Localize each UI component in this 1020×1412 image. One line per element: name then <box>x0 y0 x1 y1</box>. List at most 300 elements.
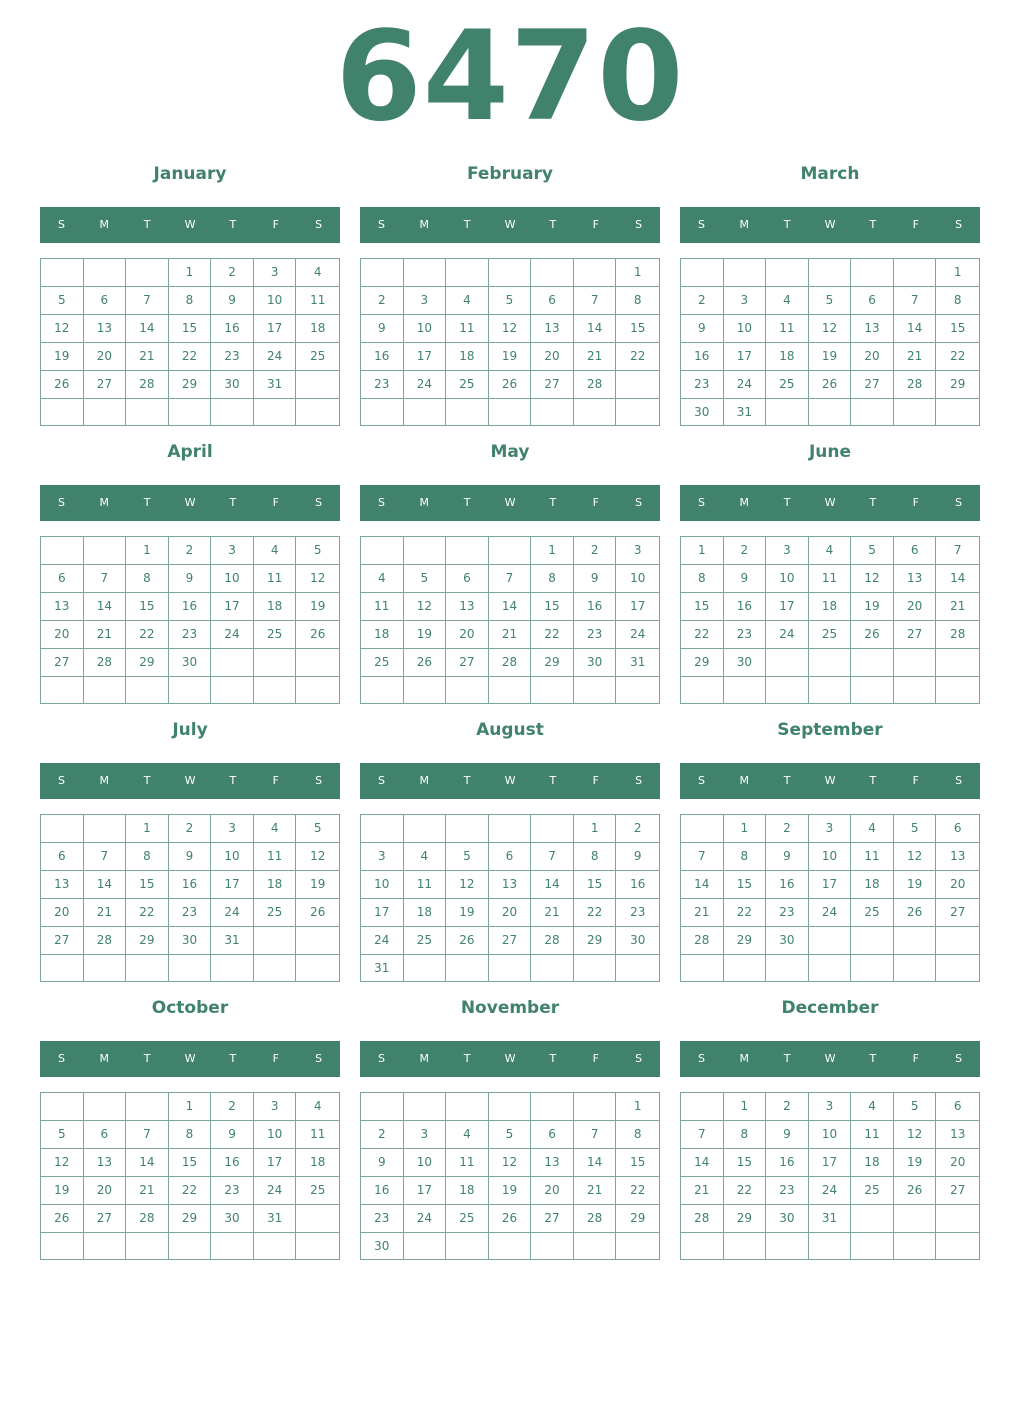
day-cell: 30 <box>766 1205 809 1233</box>
day-cell: 18 <box>446 1177 489 1205</box>
day-cell: 4 <box>851 1093 894 1121</box>
empty-day-cell <box>809 399 852 426</box>
weekday-label: T <box>463 774 471 787</box>
day-cell: 19 <box>894 1149 937 1177</box>
day-cell: 15 <box>616 315 659 343</box>
day-cell: 9 <box>169 843 212 871</box>
day-cell: 13 <box>84 315 127 343</box>
day-cell: 19 <box>446 899 489 927</box>
weekday-label: F <box>272 496 279 509</box>
day-cell: 19 <box>489 1177 532 1205</box>
weekday-label: M <box>419 1052 430 1065</box>
day-cell: 9 <box>211 287 254 315</box>
day-cell: 15 <box>724 871 767 899</box>
day-cell: 13 <box>84 1149 127 1177</box>
day-cell: 9 <box>169 565 212 593</box>
day-cell: 8 <box>126 565 169 593</box>
day-cell: 15 <box>574 871 617 899</box>
day-cell: 11 <box>851 1121 894 1149</box>
day-cell: 10 <box>809 1121 852 1149</box>
month-name: April <box>167 442 213 462</box>
day-cell: 11 <box>254 843 297 871</box>
empty-day-cell <box>446 677 489 703</box>
day-cell: 4 <box>254 537 297 565</box>
day-cell: 14 <box>84 593 127 621</box>
day-cell: 28 <box>126 1205 169 1233</box>
day-cell: 23 <box>766 899 809 927</box>
day-grid <box>40 258 340 426</box>
empty-day-cell <box>446 955 489 982</box>
empty-day-cell <box>404 677 447 703</box>
empty-day-cell <box>851 1233 894 1259</box>
day-cell: 27 <box>41 927 84 955</box>
empty-day-cell <box>211 1233 254 1259</box>
empty-day-cell <box>531 677 574 703</box>
day-cell: 26 <box>446 927 489 955</box>
weekday-label: S <box>697 774 705 787</box>
weekday-label: T <box>229 496 237 509</box>
empty-day-cell <box>361 399 404 425</box>
empty-day-cell <box>616 371 659 399</box>
weekday-header <box>360 207 660 243</box>
weekday-label: W <box>184 1052 196 1065</box>
empty-day-cell <box>296 927 339 955</box>
day-cell: 6 <box>489 843 532 871</box>
day-cell: 29 <box>169 1205 212 1233</box>
day-cell: 7 <box>84 565 127 593</box>
day-cell: 4 <box>446 1121 489 1149</box>
day-cell: 2 <box>169 537 212 565</box>
day-cell: 8 <box>169 1121 212 1149</box>
weekday-label: W <box>504 218 516 231</box>
day-cell: 17 <box>254 1149 297 1177</box>
empty-day-cell <box>894 677 937 703</box>
month-name: September <box>777 720 883 740</box>
empty-day-cell <box>446 399 489 425</box>
day-cell: 26 <box>489 1205 532 1233</box>
day-cell: 23 <box>211 1177 254 1205</box>
day-cell: 9 <box>681 315 724 343</box>
day-cell: 8 <box>616 1121 659 1149</box>
weekday-label: W <box>504 496 516 509</box>
day-cell: 8 <box>126 843 169 871</box>
day-cell: 15 <box>169 315 212 343</box>
day-cell: 8 <box>169 287 212 315</box>
day-cell: 26 <box>894 899 937 927</box>
day-cell: 27 <box>446 649 489 677</box>
day-cell: 1 <box>681 537 724 565</box>
empty-day-cell <box>574 399 617 425</box>
weekday-label: W <box>824 496 836 509</box>
weekday-label: F <box>272 1052 279 1065</box>
month-name: December <box>781 998 879 1018</box>
month-name: February <box>466 164 554 184</box>
day-grid <box>680 1092 980 1260</box>
weekday-header <box>680 763 980 799</box>
month-name: May <box>490 442 530 462</box>
day-cell: 24 <box>809 1177 852 1205</box>
weekday-label: T <box>783 774 791 787</box>
empty-day-cell <box>851 955 894 981</box>
weekday-header <box>40 207 340 243</box>
day-cell: 13 <box>531 315 574 343</box>
weekday-label: S <box>955 496 963 509</box>
day-cell: 16 <box>169 871 212 899</box>
day-cell: 5 <box>296 537 339 565</box>
empty-day-cell <box>809 927 852 955</box>
day-cell: 13 <box>446 593 489 621</box>
day-grid <box>680 258 980 426</box>
empty-day-cell <box>489 259 532 287</box>
day-cell: 12 <box>489 1149 532 1177</box>
day-cell: 10 <box>404 315 447 343</box>
empty-day-cell <box>404 815 447 843</box>
empty-day-cell <box>809 259 852 287</box>
empty-day-cell <box>446 815 489 843</box>
day-cell: 17 <box>361 899 404 927</box>
empty-day-cell <box>211 955 254 981</box>
day-cell: 5 <box>894 1093 937 1121</box>
weekday-label: W <box>184 496 196 509</box>
day-cell: 16 <box>361 1177 404 1205</box>
day-cell: 6 <box>41 843 84 871</box>
day-cell: 13 <box>936 1121 979 1149</box>
day-cell: 3 <box>766 537 809 565</box>
day-cell: 5 <box>41 287 84 315</box>
day-cell: 22 <box>681 621 724 649</box>
day-cell: 21 <box>126 343 169 371</box>
weekday-label: T <box>463 218 471 231</box>
empty-day-cell <box>361 537 404 565</box>
day-cell: 11 <box>446 1149 489 1177</box>
month-name: June <box>808 442 852 462</box>
weekday-label: W <box>184 774 196 787</box>
day-cell: 19 <box>894 871 937 899</box>
day-cell: 24 <box>404 371 447 399</box>
day-cell: 26 <box>489 371 532 399</box>
day-cell: 5 <box>446 843 489 871</box>
empty-day-cell <box>84 537 127 565</box>
empty-day-cell <box>531 259 574 287</box>
day-cell: 6 <box>936 815 979 843</box>
empty-day-cell <box>489 815 532 843</box>
weekday-label: F <box>912 1052 919 1065</box>
empty-day-cell <box>211 649 254 677</box>
day-cell: 5 <box>404 565 447 593</box>
day-cell: 30 <box>169 927 212 955</box>
empty-day-cell <box>41 955 84 981</box>
weekday-label: T <box>869 774 877 787</box>
day-cell: 26 <box>809 371 852 399</box>
day-cell: 6 <box>41 565 84 593</box>
day-cell: 2 <box>681 287 724 315</box>
day-cell: 30 <box>724 649 767 677</box>
empty-day-cell <box>531 1093 574 1121</box>
day-cell: 23 <box>361 1205 404 1233</box>
day-cell: 24 <box>404 1205 447 1233</box>
day-cell: 2 <box>169 815 212 843</box>
day-cell: 7 <box>681 843 724 871</box>
weekday-label: M <box>739 496 750 509</box>
day-cell: 15 <box>531 593 574 621</box>
day-cell: 21 <box>936 593 979 621</box>
empty-day-cell <box>446 259 489 287</box>
empty-day-cell <box>894 955 937 981</box>
weekday-label: S <box>697 496 705 509</box>
day-cell: 17 <box>404 343 447 371</box>
weekday-header <box>680 1041 980 1077</box>
day-cell: 7 <box>126 1121 169 1149</box>
weekday-label: S <box>57 774 65 787</box>
day-cell: 3 <box>211 537 254 565</box>
day-cell: 24 <box>724 371 767 399</box>
weekday-label: F <box>912 774 919 787</box>
empty-day-cell <box>894 259 937 287</box>
empty-day-cell <box>531 815 574 843</box>
day-cell: 5 <box>41 1121 84 1149</box>
empty-day-cell <box>616 677 659 703</box>
day-cell: 25 <box>296 343 339 371</box>
day-cell: 16 <box>616 871 659 899</box>
day-cell: 12 <box>446 871 489 899</box>
day-cell: 23 <box>169 621 212 649</box>
empty-day-cell <box>766 259 809 287</box>
month-name: January <box>153 164 227 184</box>
day-cell: 18 <box>254 593 297 621</box>
day-cell: 6 <box>446 565 489 593</box>
day-cell: 20 <box>894 593 937 621</box>
day-cell: 12 <box>851 565 894 593</box>
empty-day-cell <box>404 399 447 425</box>
day-cell: 7 <box>894 287 937 315</box>
day-cell: 22 <box>126 621 169 649</box>
day-cell: 21 <box>574 1177 617 1205</box>
empty-day-cell <box>169 955 212 981</box>
empty-day-cell <box>126 955 169 981</box>
day-cell: 12 <box>404 593 447 621</box>
empty-day-cell <box>724 677 767 703</box>
day-cell: 17 <box>724 343 767 371</box>
day-cell: 6 <box>531 287 574 315</box>
empty-day-cell <box>126 677 169 703</box>
day-cell: 23 <box>766 1177 809 1205</box>
empty-day-cell <box>84 815 127 843</box>
day-cell: 7 <box>574 287 617 315</box>
weekday-label: M <box>739 218 750 231</box>
month-name: August <box>476 720 544 740</box>
day-cell: 3 <box>404 287 447 315</box>
day-cell: 29 <box>531 649 574 677</box>
empty-day-cell <box>446 1093 489 1121</box>
weekday-label: S <box>635 496 643 509</box>
day-cell: 6 <box>894 537 937 565</box>
weekday-label: F <box>912 218 919 231</box>
weekday-label: T <box>783 496 791 509</box>
empty-day-cell <box>296 1205 339 1233</box>
day-cell: 10 <box>361 871 404 899</box>
day-cell: 19 <box>296 871 339 899</box>
day-cell: 27 <box>489 927 532 955</box>
day-cell: 21 <box>126 1177 169 1205</box>
empty-day-cell <box>41 1233 84 1259</box>
day-cell: 31 <box>361 955 404 982</box>
day-cell: 14 <box>894 315 937 343</box>
month-name: July <box>172 720 208 740</box>
day-cell: 11 <box>254 565 297 593</box>
empty-day-cell <box>531 1233 574 1260</box>
empty-day-cell <box>894 1205 937 1233</box>
day-cell: 31 <box>616 649 659 677</box>
empty-day-cell <box>936 1233 979 1259</box>
day-cell: 4 <box>254 815 297 843</box>
day-cell: 7 <box>681 1121 724 1149</box>
empty-day-cell <box>851 677 894 703</box>
day-grid <box>360 536 660 704</box>
empty-day-cell <box>851 259 894 287</box>
empty-day-cell <box>681 1093 724 1121</box>
empty-day-cell <box>41 1093 84 1121</box>
day-grid <box>40 814 340 982</box>
empty-day-cell <box>574 1093 617 1121</box>
day-cell: 3 <box>254 259 297 287</box>
day-grid <box>360 258 660 426</box>
day-cell: 26 <box>41 371 84 399</box>
day-cell: 21 <box>681 1177 724 1205</box>
day-cell: 22 <box>724 1177 767 1205</box>
day-cell: 7 <box>531 843 574 871</box>
day-cell: 13 <box>894 565 937 593</box>
weekday-label: M <box>99 1052 110 1065</box>
empty-day-cell <box>361 815 404 843</box>
empty-day-cell <box>894 649 937 677</box>
day-cell: 24 <box>766 621 809 649</box>
day-cell: 15 <box>169 1149 212 1177</box>
day-cell: 9 <box>361 1149 404 1177</box>
day-cell: 10 <box>809 843 852 871</box>
day-cell: 11 <box>809 565 852 593</box>
day-cell: 18 <box>809 593 852 621</box>
day-cell: 27 <box>531 371 574 399</box>
day-grid <box>680 536 980 704</box>
day-cell: 30 <box>616 927 659 955</box>
empty-day-cell <box>84 1233 127 1259</box>
empty-day-cell <box>254 1233 297 1259</box>
empty-day-cell <box>211 399 254 425</box>
day-cell: 11 <box>296 1121 339 1149</box>
day-cell: 12 <box>894 843 937 871</box>
day-cell: 25 <box>851 1177 894 1205</box>
month-name: March <box>800 164 860 184</box>
day-cell: 22 <box>616 343 659 371</box>
day-cell: 9 <box>574 565 617 593</box>
empty-day-cell <box>766 649 809 677</box>
day-cell: 16 <box>211 315 254 343</box>
day-cell: 18 <box>296 1149 339 1177</box>
empty-day-cell <box>489 537 532 565</box>
empty-day-cell <box>84 955 127 981</box>
day-cell: 9 <box>211 1121 254 1149</box>
day-cell: 1 <box>531 537 574 565</box>
empty-day-cell <box>489 677 532 703</box>
day-cell: 12 <box>41 1149 84 1177</box>
weekday-label: T <box>869 1052 877 1065</box>
weekday-label: T <box>143 218 151 231</box>
day-cell: 28 <box>681 1205 724 1233</box>
empty-day-cell <box>851 1205 894 1233</box>
day-cell: 15 <box>936 315 979 343</box>
empty-day-cell <box>404 259 447 287</box>
day-cell: 6 <box>936 1093 979 1121</box>
day-cell: 5 <box>489 1121 532 1149</box>
day-cell: 28 <box>84 927 127 955</box>
day-cell: 5 <box>489 287 532 315</box>
weekday-label: S <box>57 1052 65 1065</box>
day-cell: 22 <box>126 899 169 927</box>
empty-day-cell <box>41 399 84 425</box>
day-cell: 16 <box>211 1149 254 1177</box>
day-cell: 22 <box>531 621 574 649</box>
day-cell: 17 <box>211 593 254 621</box>
day-cell: 11 <box>446 315 489 343</box>
day-cell: 17 <box>254 315 297 343</box>
day-cell: 22 <box>936 343 979 371</box>
weekday-label: S <box>635 1052 643 1065</box>
weekday-header <box>360 763 660 799</box>
day-cell: 8 <box>936 287 979 315</box>
day-cell: 3 <box>809 1093 852 1121</box>
day-cell: 9 <box>361 315 404 343</box>
day-cell: 15 <box>616 1149 659 1177</box>
empty-day-cell <box>404 1093 447 1121</box>
empty-day-cell <box>169 399 212 425</box>
day-cell: 30 <box>361 1233 404 1260</box>
day-cell: 3 <box>616 537 659 565</box>
day-cell: 1 <box>616 259 659 287</box>
day-cell: 21 <box>84 899 127 927</box>
weekday-label: M <box>739 1052 750 1065</box>
weekday-label: F <box>912 496 919 509</box>
day-cell: 5 <box>296 815 339 843</box>
weekday-label: T <box>549 218 557 231</box>
day-cell: 3 <box>809 815 852 843</box>
empty-day-cell <box>894 927 937 955</box>
empty-day-cell <box>766 677 809 703</box>
empty-day-cell <box>766 399 809 426</box>
empty-day-cell <box>681 677 724 703</box>
day-cell: 29 <box>616 1205 659 1233</box>
empty-day-cell <box>936 927 979 955</box>
day-cell: 26 <box>41 1205 84 1233</box>
empty-day-cell <box>724 955 767 981</box>
weekday-header <box>680 207 980 243</box>
weekday-label: T <box>143 774 151 787</box>
day-cell: 29 <box>126 649 169 677</box>
day-cell: 17 <box>616 593 659 621</box>
day-cell: 22 <box>616 1177 659 1205</box>
day-cell: 27 <box>894 621 937 649</box>
day-cell: 13 <box>851 315 894 343</box>
day-cell: 13 <box>41 871 84 899</box>
day-cell: 14 <box>936 565 979 593</box>
day-cell: 30 <box>766 927 809 955</box>
day-cell: 26 <box>894 1177 937 1205</box>
empty-day-cell <box>404 537 447 565</box>
day-cell: 6 <box>851 287 894 315</box>
weekday-label: T <box>869 496 877 509</box>
day-cell: 5 <box>851 537 894 565</box>
empty-day-cell <box>126 1093 169 1121</box>
day-cell: 27 <box>531 1205 574 1233</box>
